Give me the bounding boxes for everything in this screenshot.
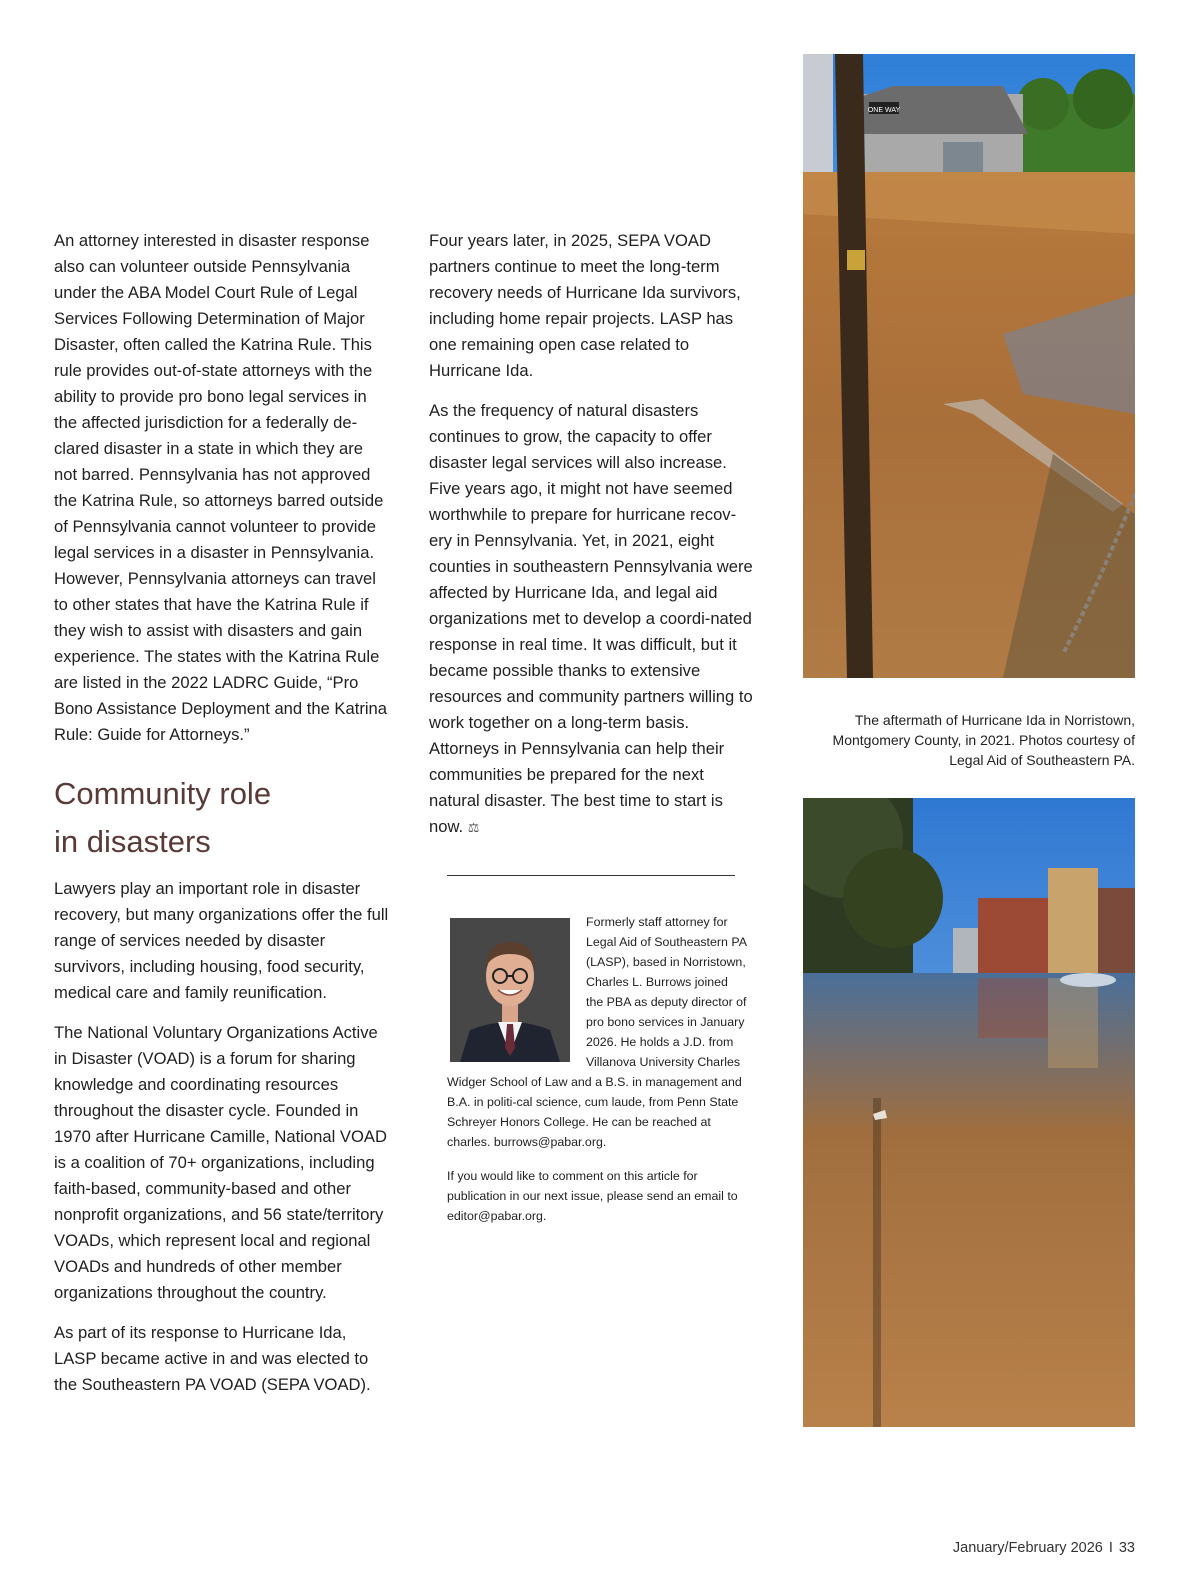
middle-paragraph-1: Four years later, in 2025, SEPA VOAD partners continue to meet the long-term recovery needs of Hurricane Ida survivors, including home repair projects. LASP has one remaining open case related to Hurricane Ida. — [429, 231, 741, 380]
scales-icon: ⚖ — [467, 820, 480, 835]
author-bio-text: Formerly staff attorney for Legal Aid of Southeastern PA (LASP), based in Norristown, Charles L. Burrows joined the PBA as deputy director of pro bono services in January 2026. He holds a J.D. from Villanova University Charles Widger School of Law and a B.S. in management and B.A. in politi-cal science, cum laude, from Penn State Schreyer Honors College. He can be reached at charles. burrows@pabar.org. — [447, 915, 747, 1149]
left-paragraph-4: As part of its response to Hurricane Ida, LASP became active in and was elected to the Southeastern PA VOAD (SEPA VOAD). — [54, 1323, 371, 1394]
section-heading — [54, 770, 390, 866]
flood-scene-drawing-bottom — [803, 798, 1135, 1427]
section-heading-line-1: Community role — [54, 776, 272, 811]
middle-paragraph-2 — [429, 398, 759, 841]
left-paragraph-2: Lawyers play an important role in disaster recovery, but many organizations offer the full range of services needed by disaster survivors, including housing, food security, medical care and family reunification. — [54, 879, 389, 1002]
left-paragraph-3: The National Voluntary Organizations Active in Disaster (VOAD) is a forum for sharing knowledge and coordinating resources throughout the disaster cycle. Founded in 1970 after Hurricane Camille, National VOAD is a coalition of 70+ organizations, including faith-based, community-based and other nonprofit organizations, and 56 state/territory VOADs, which represent local and regional VOADs and hundreds of other member organizations throughout the country. — [54, 1023, 387, 1302]
author-headshot — [450, 918, 570, 1062]
footer-separator: I — [1108, 1540, 1113, 1556]
flood-photo-top — [803, 54, 1135, 678]
left-paragraph-1: An attorney interested in disaster response also can volunteer outside Pennsylvania under the ABA Model Court Rule of Legal Services Following Determination of Major Disaster, often called the Katrina Rule. This rule provides out-of-state attorneys with the ability to provide pro bono legal services in the affected jurisdiction for a federally de-clared disaster in a state in which they are not barred. Pennsylvania has not approved the Katrina Rule, so attorneys barred outside of Pennsylvania cannot volunteer to provide legal services in a disaster in Pennsylvania. However, Pennsylvania attorneys can travel to other states that have the Katrina Rule if they wish to assist with disasters and gain experience. The states with the Katrina Rule are listed in the 2022 LADRC Guide, “Pro Bono Assistance Deployment and the Katrina Rule: Guide for Attorneys.” — [54, 231, 388, 744]
left-column — [54, 228, 390, 1412]
photo-caption: The aftermath of Hurricane Ida in Norristown, Montgomery County, in 2021. Photos courtesy of Legal Aid of Southeastern PA. — [832, 712, 1135, 768]
flood-photo-bottom — [803, 798, 1135, 1427]
flood-scene-drawing-top — [803, 54, 1135, 678]
comment-note: If you would like to comment on this article for publication in our next issue, please send an email to editor@pabar.org. — [447, 1169, 738, 1223]
issue-date: January/February 2026 — [952, 1540, 1103, 1556]
author-bio — [447, 912, 747, 1240]
one-way-sign: ONE WAY — [867, 107, 901, 114]
page-number: 33 — [1118, 1540, 1135, 1556]
middle-paragraph-2-text: As the frequency of natural disasters continues to grow, the capacity to offer disaster legal services will also increase. Five years ago, it might not have seemed worthwhile to prepare for hurricane recov-ery in Pennsylvania. Yet, in 2021, eight counties in southeastern Pennsylvania were affected by Hurricane Ida, and legal aid organizations met to develop a coordi-nated response in real time. It was difficult, but it became possible thanks to extensive resources and community partners willing to work together on a long-term basis. Attorneys in Pennsylvania can help their communities be prepared for the next natural disaster. The best time to start is now. — [429, 401, 753, 836]
section-heading-line-2: in disasters — [54, 824, 211, 859]
author-portrait-drawing — [450, 918, 570, 1062]
page-footer — [953, 1540, 1135, 1556]
middle-column — [429, 228, 759, 855]
bio-divider — [447, 875, 735, 876]
